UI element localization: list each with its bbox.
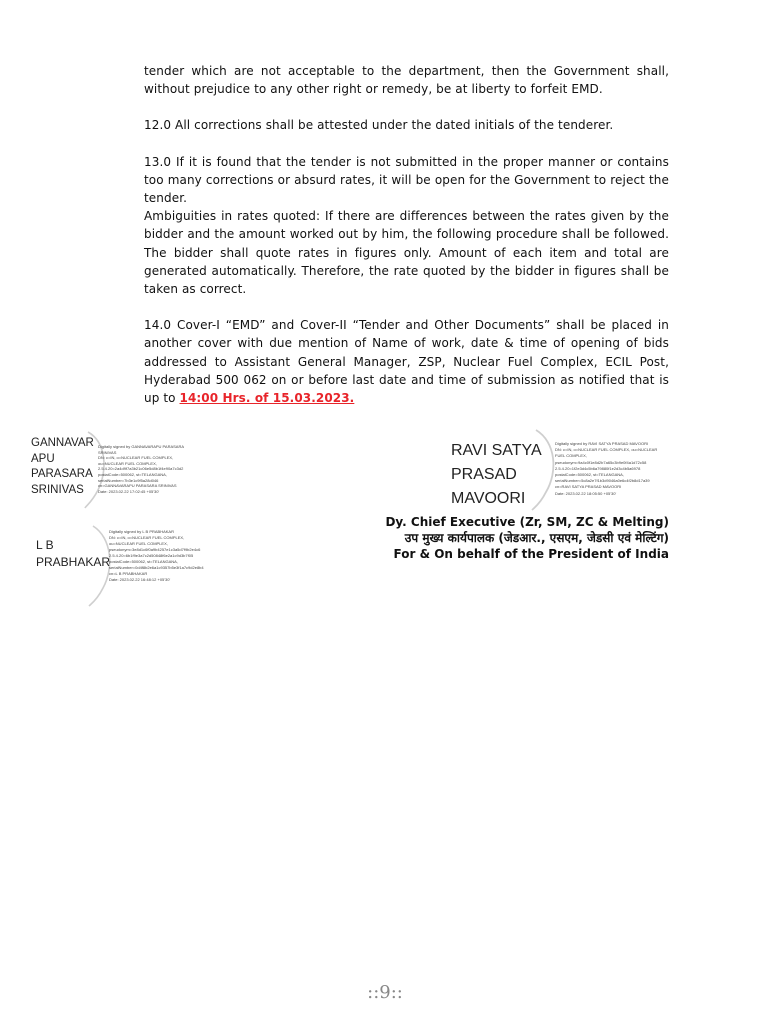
- signature-details-mavoori: Digitally signed by RAVI SATYA PRASAD MAVOORI DN: c=IN, o=NUCLEAR FUEL COMPLEX, ou=NUCLEAR FUEL COMPLEX, pseudonym=9a4c0f1e8d2b7a65c3b9e0f4a1d72c58 2.5.4.20=1f2e3d4c5b6a79880f1e2d3c4b5a6978 postalCode=500062, st=TELANGANA, serialNumber=5c8a2e7f1b3d9046a0e6c4f2b8d17a39 cn=RAVI SATYA PRASAD MAVOORI Date: 2023.02.22 18:05:50 +05'30': [555, 441, 658, 496]
- page-number: ::9::: [367, 982, 403, 1003]
- paragraph-13-rejection: 13.0 If it is found that the tender is not submitted in the proper manner or contains too many corrections or absurd rates, it will be open for the Government to reject the tender.: [144, 154, 669, 206]
- paragraph-12-corrections: 12.0 All corrections shall be attested under the dated initials of the tenderer.: [144, 118, 614, 133]
- paragraph-ambiguities: Ambiguities in rates quoted: If there are differences between the rates given by the bidder and the amount worked out by him, the following procedure shall be followed. The bidder shall quote rates in figures only. Amount of each item and total are generated automatically. Therefore, the rate quoted by the bidder in figures shall be taken as correct.: [144, 209, 669, 297]
- paragraph-14-covers: [144, 316, 669, 407]
- designation-hindi: उप मुख्य कार्यपालक (जेडआर., एसएम, जेडसी एवं मेल्टिंग): [404, 531, 669, 545]
- signer-name-srinivas: GANNAVAR APU PARASARA SRINIVAS: [31, 437, 94, 496]
- signer-name-prabhakar: L B PRABHAKAR: [36, 538, 111, 569]
- signer-name-mavoori: RAVI SATYA PRASAD MAVOORI: [451, 442, 542, 507]
- paragraph-14-text: 14.0 Cover-I “EMD” and Cover-II “Tender and Other Documents” shall be placed in another cover with due mention of Name of work, date & time of opening of bids addressed to Assistant General Manager, ZSP, Nuclear Fuel Complex, ECIL Post, Hyderabad 500 062 on or before last date and time of submission as notified that is up to: [144, 318, 669, 406]
- paragraph-emd-forfeit: tender which are not acceptable to the department, then the Government shall, without prejudice to any other right or remedy, be at liberty to forfeit EMD.: [144, 64, 669, 97]
- submission-deadline: 14:00 Hrs. of 15.03.2023.: [179, 391, 355, 406]
- signature-details-srinivas: Digitally signed by GANNAVARAPU PARASARA SRINIVAS DN: c=IN, o=NUCLEAR FUEL COMPLEX, ou=NUCLEAR FUEL COMPLEX, 2.5.4.20=2a4d9f7a3b21c06e5d8b1f4e90a7c3d2 postalCode=500062, st=TELANGANA, serialNumber=7b3e1c9f5a28d046 cn=GANNAVARAPU PARASARA SRINIVAS Date: 2023.02.22 17:02:45 +05'30': [98, 444, 184, 494]
- designation-on-behalf: For & On behalf of the President of India: [393, 547, 669, 561]
- signature-details-prabhakar: Digitally signed by L B PRABHAKAR DN: c=IN, o=NUCLEAR FUEL COMPLEX, ou=NUCLEAR FUEL COMPLEX, pseudonym=3e8d1c6f0a9b4257e1c3a5d7f9b2e4c6 2.5.4.20=6b1f9e3a7c2d50848f6e2a1c9d3b7f05 postalCode=500062, st=TELANGANA, serialNumber=0d4f8b2e6a1c9357b5e3f1a7c9d2e8b4 cn=L B PRABHAKAR Date: 2023.02.22 16:48:12 +05'30': [109, 529, 204, 582]
- designation-english: Dy. Chief Executive (Zr, SM, ZC & Melting): [385, 515, 669, 529]
- signatory-designation: [385, 514, 669, 562]
- document-body: [144, 62, 669, 425]
